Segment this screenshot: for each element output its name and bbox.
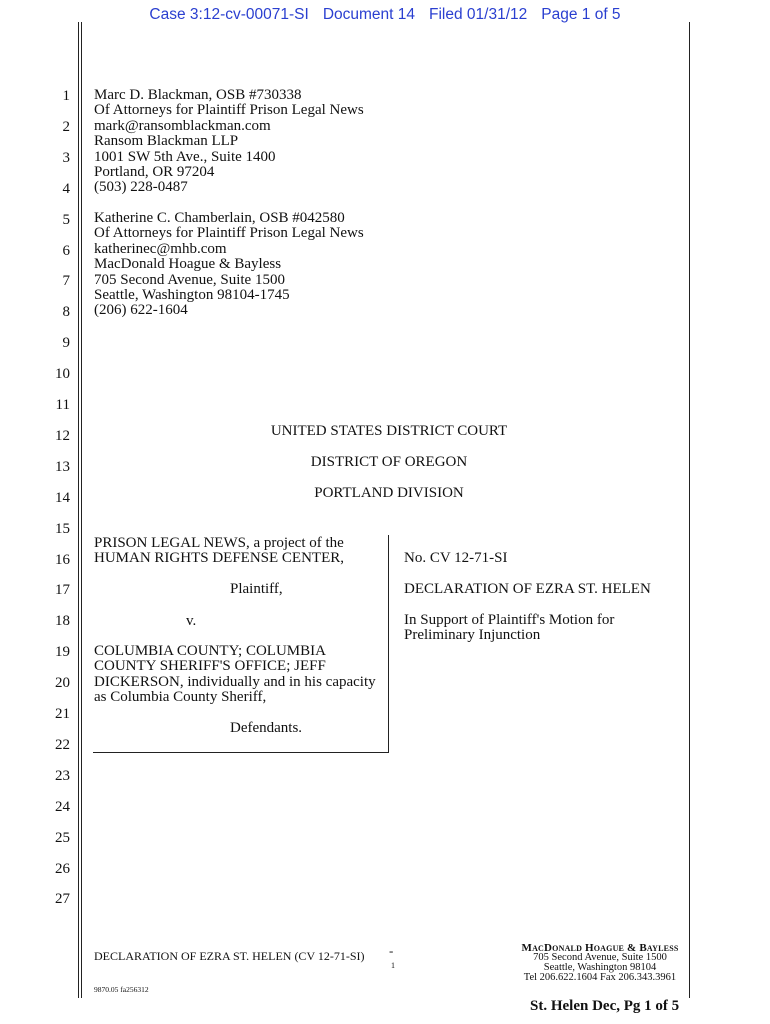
- line-number: 22: [55, 736, 70, 753]
- line-number: 15: [55, 520, 70, 537]
- attorney-block-marc-blackman: [94, 88, 364, 196]
- attorney-line: 1001 SW 5th Ave., Suite 1400: [94, 148, 276, 165]
- page-label: St. Helen Dec, Pg 1 of 5: [530, 998, 680, 1014]
- line-number: 3: [62, 149, 70, 166]
- support-line: In Support of Plaintiff's Motion for: [404, 612, 615, 628]
- caption-divider-vertical: [388, 535, 389, 753]
- footer-title: DECLARATION OF EZRA ST. HELEN (CV 12-71-SI): [94, 949, 365, 963]
- line-number: 27: [55, 891, 70, 908]
- document-id: 9870.05 fa256312: [94, 985, 149, 994]
- attorney-line: MacDonald Hoague & Bayless: [94, 256, 282, 273]
- case-number: No. CV 12-71-SI: [404, 550, 508, 566]
- footer-dash: -: [389, 943, 394, 958]
- line-number: 5: [62, 211, 70, 228]
- line-number: 16: [55, 551, 70, 568]
- line-number: 14: [55, 489, 70, 506]
- filed-date-header: Filed 01/31/12: [429, 6, 528, 23]
- defendant-line: DICKERSON, individually and in his capacity: [94, 673, 376, 690]
- court-district: DISTRICT OF OREGON: [310, 454, 468, 470]
- attorney-phone: (503) 228-0487: [94, 179, 188, 196]
- caption-defendants: [94, 644, 376, 706]
- line-number: 17: [55, 582, 70, 599]
- line-number: 25: [55, 829, 70, 846]
- attorney-line: Ransom Blackman LLP: [94, 133, 239, 150]
- line-number: 1: [62, 88, 70, 104]
- plaintiff-role: Plaintiff,: [230, 581, 283, 597]
- court-division: PORTLAND DIVISION: [314, 485, 464, 501]
- line-number: 19: [55, 644, 70, 661]
- firm-name: MacDonald Hoague & Bayless: [521, 942, 679, 954]
- attorney-line: Of Attorneys for Plaintiff Prison Legal News: [94, 102, 364, 119]
- left-margin-rule-inner: [81, 22, 82, 998]
- line-number: 13: [55, 458, 70, 475]
- firm-footer-block: [510, 943, 690, 983]
- line-number: 18: [55, 613, 70, 630]
- line-number: 23: [55, 767, 70, 784]
- caption-divider-horizontal: [93, 752, 389, 753]
- support-line: Preliminary Injunction: [404, 627, 541, 644]
- plaintiff-line: HUMAN RIGHTS DEFENSE CENTER,: [94, 550, 345, 567]
- line-number: 10: [55, 366, 70, 383]
- defendant-line: COLUMBIA COUNTY; COLUMBIA: [94, 643, 326, 659]
- defendants-role: Defendants.: [230, 720, 303, 736]
- attorney-line: Katherine C. Chamberlain, OSB #042580: [94, 210, 345, 226]
- line-number: 11: [55, 397, 70, 413]
- caption-plaintiff: [94, 536, 344, 567]
- ecf-header: [0, 6, 770, 24]
- court-name: UNITED STATES DISTRICT COURT: [270, 423, 508, 439]
- attorney-line: Of Attorneys for Plaintiff Prison Legal News: [94, 225, 364, 242]
- versus-label: v.: [186, 613, 197, 629]
- firm-phone-fax: Tel 206.622.1604 Fax 206.343.3961: [523, 972, 677, 983]
- plaintiff-line: PRISON LEGAL NEWS, a project of the: [94, 535, 344, 551]
- line-number: 7: [62, 273, 70, 290]
- line-number: 8: [62, 304, 70, 321]
- line-number: 2: [62, 118, 70, 135]
- firm-address-line: 705 Second Avenue, Suite 1500: [533, 952, 667, 963]
- attorney-line: Seattle, Washington 98104-1745: [94, 286, 290, 303]
- attorney-email: mark@ransomblackman.com: [94, 117, 271, 134]
- line-number: 26: [55, 860, 70, 877]
- line-number: 12: [55, 427, 70, 444]
- defendant-line: COUNTY SHERIFF'S OFFICE; JEFF: [94, 658, 326, 675]
- footer-page-number: 1: [391, 961, 395, 970]
- left-margin-rule-outer: [78, 22, 79, 998]
- line-number: 6: [62, 242, 70, 259]
- document-number-header: Document 14: [322, 6, 416, 23]
- line-number: 21: [55, 706, 70, 722]
- attorney-phone: (206) 622-1604: [94, 302, 188, 319]
- firm-address-line: Seattle, Washington 98104: [543, 962, 657, 973]
- case-number-header: Case 3:12-cv-00071-SI: [149, 6, 309, 23]
- line-number: 20: [55, 675, 70, 692]
- line-number: 24: [55, 798, 70, 815]
- line-number: 4: [62, 180, 70, 197]
- attorney-line: 705 Second Avenue, Suite 1500: [94, 271, 285, 288]
- motion-support-note: [404, 613, 614, 644]
- page-count-header: Page 1 of 5: [541, 6, 621, 23]
- attorney-email: katherinec@mhb.com: [94, 240, 227, 257]
- attorney-line: Portland, OR 97204: [94, 163, 215, 180]
- attorney-block-katherine-chamberlain: [94, 211, 364, 319]
- line-number: 9: [62, 335, 70, 352]
- defendant-line: as Columbia County Sheriff,: [94, 689, 267, 706]
- right-margin-rule: [689, 22, 690, 998]
- attorney-line: Marc D. Blackman, OSB #730338: [94, 87, 302, 103]
- document-title: DECLARATION OF EZRA ST. HELEN: [404, 581, 651, 597]
